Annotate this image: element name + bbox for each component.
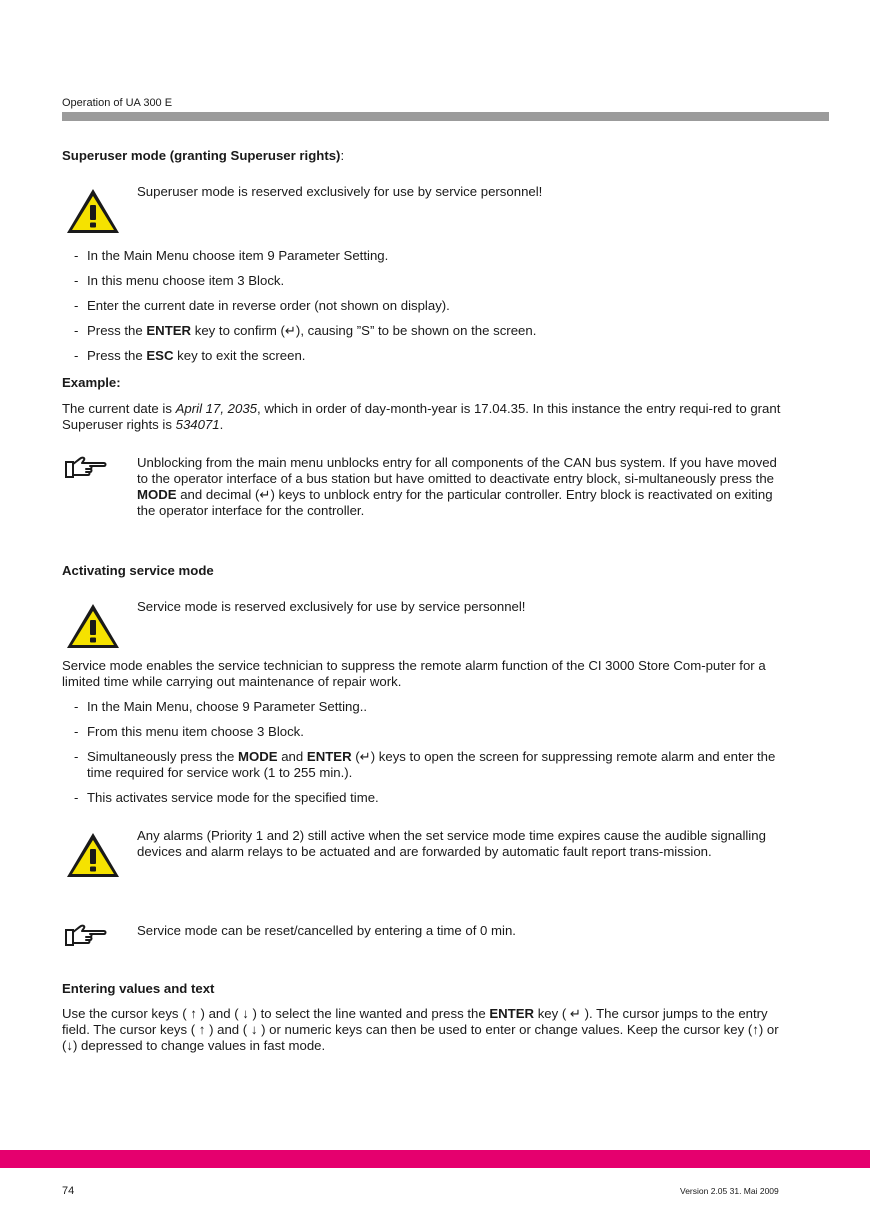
warning-triangle-icon [64,186,122,240]
warning-triangle-icon [64,601,122,655]
list-item: - This activates service mode for the specified time. [62,790,787,806]
list-item: - Simultaneously press the MODE and ENTER (↵) keys to open the screen for suppressing remote alarm and enter the time required for service work (1 to 255 min.). [62,749,787,781]
page-number: 74 [62,1185,75,1197]
list-item: - In the Main Menu, choose 9 Parameter Setting.. [62,699,787,715]
superuser-heading-colon: : [340,148,345,163]
header-title: Operation of UA 300 E [62,97,173,109]
example-paragraph: The current date is April 17, 2035, which in order of day-month-year is 17.04.35. In this instance the entry requi-red to grant Superuser rights is 534071. [62,401,781,432]
service-steps [62,699,787,806]
footer-bar [0,1150,870,1168]
list-item: - Enter the current date in reverse order (not shown on display). [62,293,787,318]
pointing-hand-icon [64,924,108,952]
list-item: - Press the ENTER key to confirm (↵), causing ”S” to be shown on the screen. [62,318,787,343]
warning-triangle-icon [64,830,122,884]
entering-values-paragraph: Use the cursor keys ( ↑ ) and ( ↓ ) to select the line wanted and press the ENTER key ( ↵ ). The cursor jumps to the entry field. The cursor keys ( ↑ ) and ( ↓ ) or numeric keys can then be used to enter or change values. Keep the cursor key (↑) or (↓) depressed to change values in fast mode. [62,1006,779,1053]
superuser-heading-bold: Superuser mode (granting Superuser rights) [62,148,341,163]
list-item: - In this menu choose item 3 Block. [62,268,787,293]
list-item: - Press the ESC key to exit the screen. [62,343,787,368]
superuser-heading [62,148,787,164]
pointing-hand-icon [64,456,108,484]
unblock-note-text: Unblocking from the main menu unblocks entry for all components of the CAN bus system. If you have moved to the operator interface of a bus station but have omitted to deactivate entry block, si-multaneously press the MODE and decimal (↵) keys to unblock entry for the particular controller. Entry block is reactivated on exiting the operator interface for the controller. [137,455,777,518]
service-mode-heading: Activating service mode [62,563,214,578]
superuser-steps [62,243,787,368]
list-item: - From this menu item choose 3 Block. [62,724,787,740]
entering-values-heading: Entering values and text [62,981,215,996]
service-intro: Service mode enables the service technician to suppress the remote alarm function of the CI 3000 Store Com-puter for a limited time while carrying out maintenance of repair work. [62,658,766,689]
superuser-warning-text: Superuser mode is reserved exclusively for use by service personnel! [137,184,543,199]
service-warning-text: Service mode is reserved exclusively for use by service personnel! [137,599,526,614]
reset-note-text: Service mode can be reset/cancelled by entering a time of 0 min. [137,923,516,938]
version-info: Version 2.05 31. Mai 2009 [680,1186,779,1196]
example-heading: Example: [62,375,121,390]
list-item: - In the Main Menu choose item 9 Parameter Setting. [62,243,787,268]
header-divider [62,112,829,121]
alarm-warning-text: Any alarms (Priority 1 and 2) still active when the set service mode time expires cause the audible signalling devices and alarm relays to be actuated and are forwarded by automatic fault report trans-mission. [137,828,766,859]
